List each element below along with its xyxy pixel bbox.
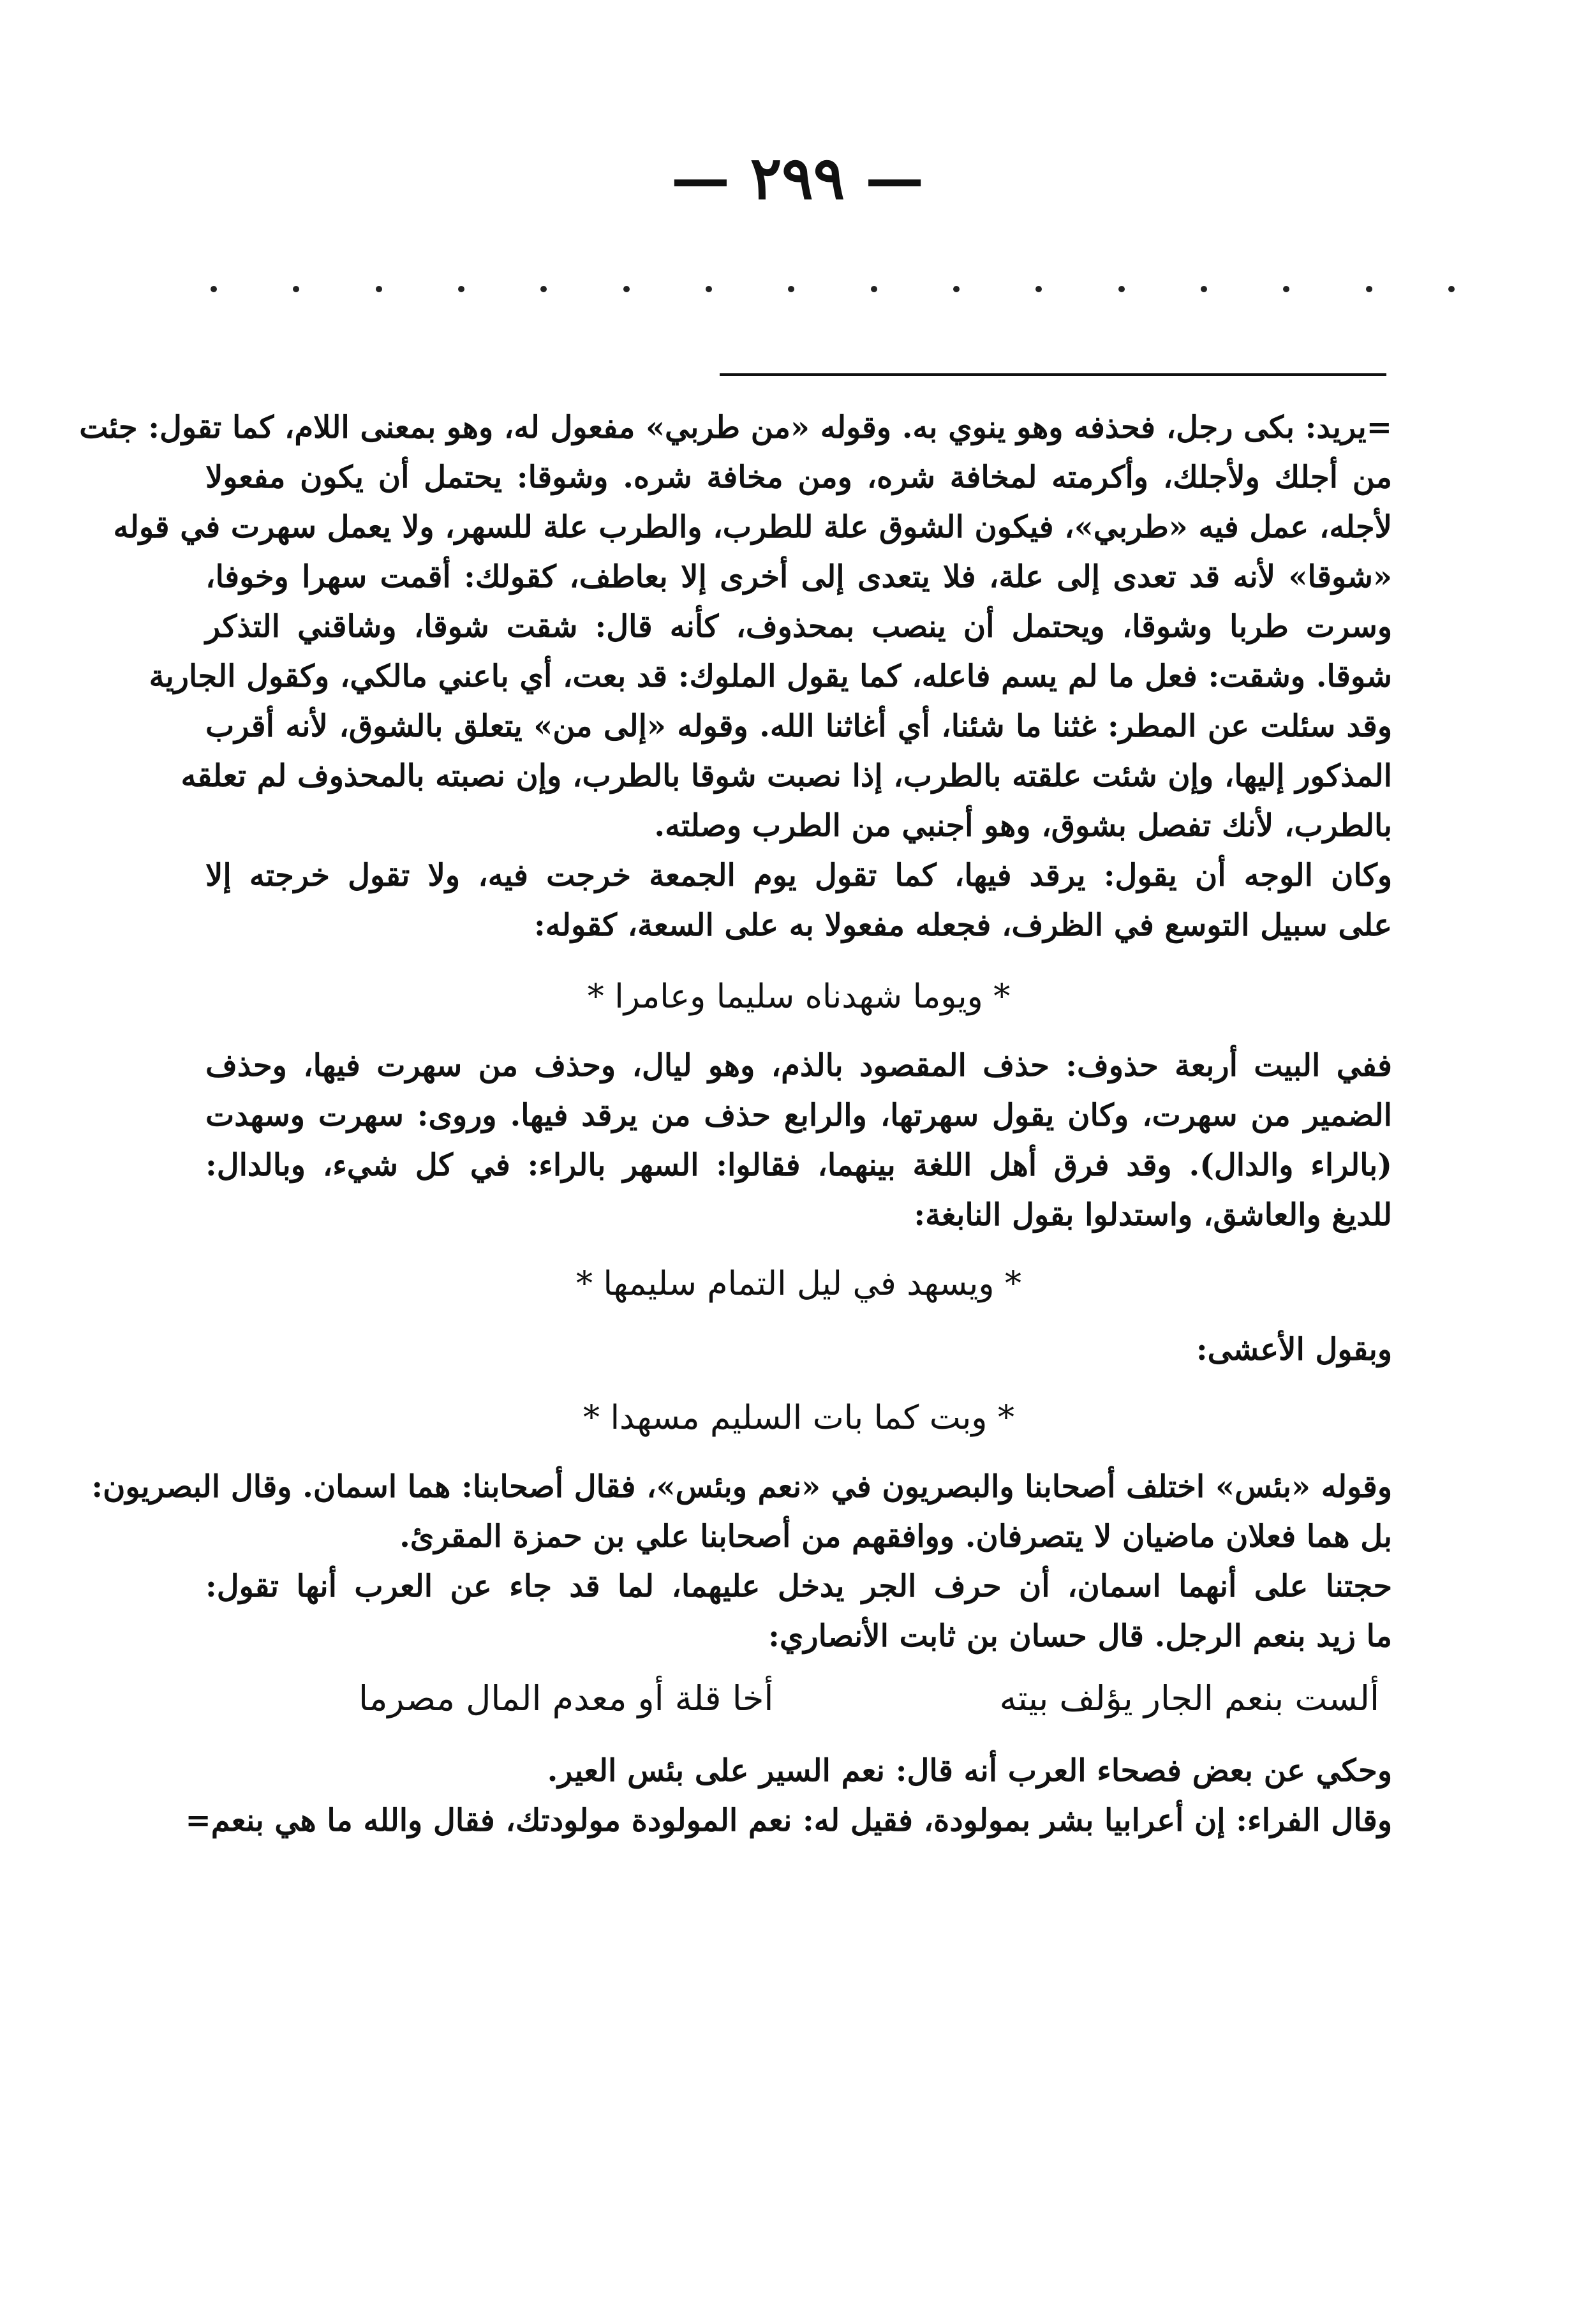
text-line: ففي البيت أربعة حذوف: حذف المقصود بالذم، وهو ليال، وحذف من سهرت فيها، وحذف — [205, 1048, 1392, 1084]
verse-line: * ويسهد في ليل التمام سليمها * — [576, 1265, 1021, 1303]
text-line: =يريد: بكى رجل، فحذفه وهو ينوي به. وقوله «من طربي» مفعول له، وهو بمعنى اللام، كما تقول: جئت — [79, 410, 1392, 445]
ellipsis-dot — [1366, 286, 1372, 292]
text-line: الضمير من سهرت، وكان يقول سهرتها، والرابع حذف من يرقد فيها. وروى: سهرت وسهدت — [205, 1098, 1392, 1133]
verse-line: * وبت كما بات السليم مسهدا * — [583, 1399, 1014, 1437]
ellipsis-dot — [293, 286, 299, 292]
text-line: المذكور إليها، وإن شئت علقته بالطرب، إذا نصبت شوقا بالطرب، وإن نصبته بالمحذوف لم تعلقه — [181, 758, 1392, 794]
text-line: (بالراء والدال). وقد فرق أهل اللغة بينهما، فقالوا: السهر بالراء: في كل شيء، وبالدال: — [205, 1147, 1392, 1183]
ellipsis-dot — [1118, 286, 1125, 292]
text-line: «شوقا» لأنه قد تعدى إلى علة، فلا يتعدى إلى أخرى إلا بعاطف، كقولك: أقمت سهرا وخوفا، — [205, 559, 1393, 595]
ellipsis-dot — [953, 286, 960, 292]
text-line: لأجله، عمل فيه «طربي»، فيكون الشوق علة للطرب، والطرب علة للسهر، ولا يعمل سهرت في قوله — [113, 509, 1392, 545]
ellipsis-dot — [788, 286, 794, 292]
couplet-second-hemistich: أخا قلة أو معدم المال مصرما — [359, 1678, 774, 1718]
text-line: بل هما فعلان ماضيان لا يتصرفان. ووافقهم من أصحابنا علي بن حمزة المقرئ. — [399, 1519, 1392, 1554]
ellipsis-dot — [211, 286, 217, 292]
ellipsis-dot — [540, 286, 547, 292]
text-line: ما زيد بنعم الرجل. قال حسان بن ثابت الأنصاري: — [768, 1618, 1392, 1654]
ellipsis-dots — [211, 274, 1455, 300]
text-line: وقوله «بئس» اختلف أصحابنا والبصريون في «نعم وبئس»، فقال أصحابنا: هما اسمان. وقال البصريون: — [91, 1469, 1392, 1505]
couplet-first-hemistich: ألست بنعم الجار يؤلف بيته — [999, 1678, 1379, 1718]
ellipsis-dot — [706, 286, 712, 292]
text-line: من أجلك ولأجلك، وأكرمته لمخافة شره، ومن مخافة شره. وشوقا: يحتمل أن يكون مفعولا — [205, 459, 1392, 495]
verse-line: * ويوما شهدناه سليما وعامرا * — [587, 978, 1011, 1016]
text-line: بالطرب، لأنك تفصل بشوق، وهو أجنبي من الطرب وصلته. — [654, 808, 1392, 844]
text-line: حجتنا على أنهما اسمان، أن حرف الجر يدخل عليهما، لما قد جاء عن العرب أنها تقول: — [205, 1568, 1392, 1604]
ellipsis-dot — [871, 286, 877, 292]
poetry-couplet — [205, 1678, 1392, 1729]
ellipsis-dot — [458, 286, 464, 292]
ellipsis-dot — [1283, 286, 1289, 292]
section-rule — [720, 373, 1386, 376]
text-line: للديغ والعاشق، واستدلوا بقول النابغة: — [914, 1197, 1392, 1233]
page-number: — ٢٩٩ — — [671, 144, 924, 212]
ellipsis-dot — [1448, 286, 1455, 292]
ellipsis-dot — [1035, 286, 1042, 292]
text-line: وقد سئلت عن المطر: غثنا ما شئنا، أي أغاثنا الله. وقوله «إلى من» يتعلق بالشوق، لأنه أقرب — [205, 708, 1392, 744]
text-line: وكان الوجه أن يقول: يرقد فيها، كما تقول يوم الجمعة خرجت فيه، ولا تقول خرجته إلا — [205, 858, 1392, 893]
text-line: على سبيل التوسع في الظرف، فجعله مفعولا به على السعة، كقوله: — [533, 907, 1392, 943]
ellipsis-dot — [1201, 286, 1207, 292]
text-line: وبقول الأعشى: — [1196, 1332, 1392, 1367]
ellipsis-dot — [623, 286, 630, 292]
text-line: شوقا. وشقت: فعل ما لم يسم فاعله، كما يقول الملوك: قد بعت، أي باعني مالكي، وكقول الجارية — [149, 659, 1392, 694]
text-line: وحكي عن بعض فصحاء العرب أنه قال: نعم السير على بئس العير. — [547, 1753, 1392, 1789]
text-line: وسرت طربا وشوقا، ويحتمل أن ينصب بمحذوف، كأنه قال: شقت شوقا، وشاقني التذكر — [205, 609, 1392, 644]
text-line: وقال الفراء: إن أعرابيا بشر بمولودة، فقيل له: نعم المولودة مولودتك، فقال والله ما هي بنعم= — [185, 1803, 1392, 1838]
ellipsis-dot — [376, 286, 382, 292]
